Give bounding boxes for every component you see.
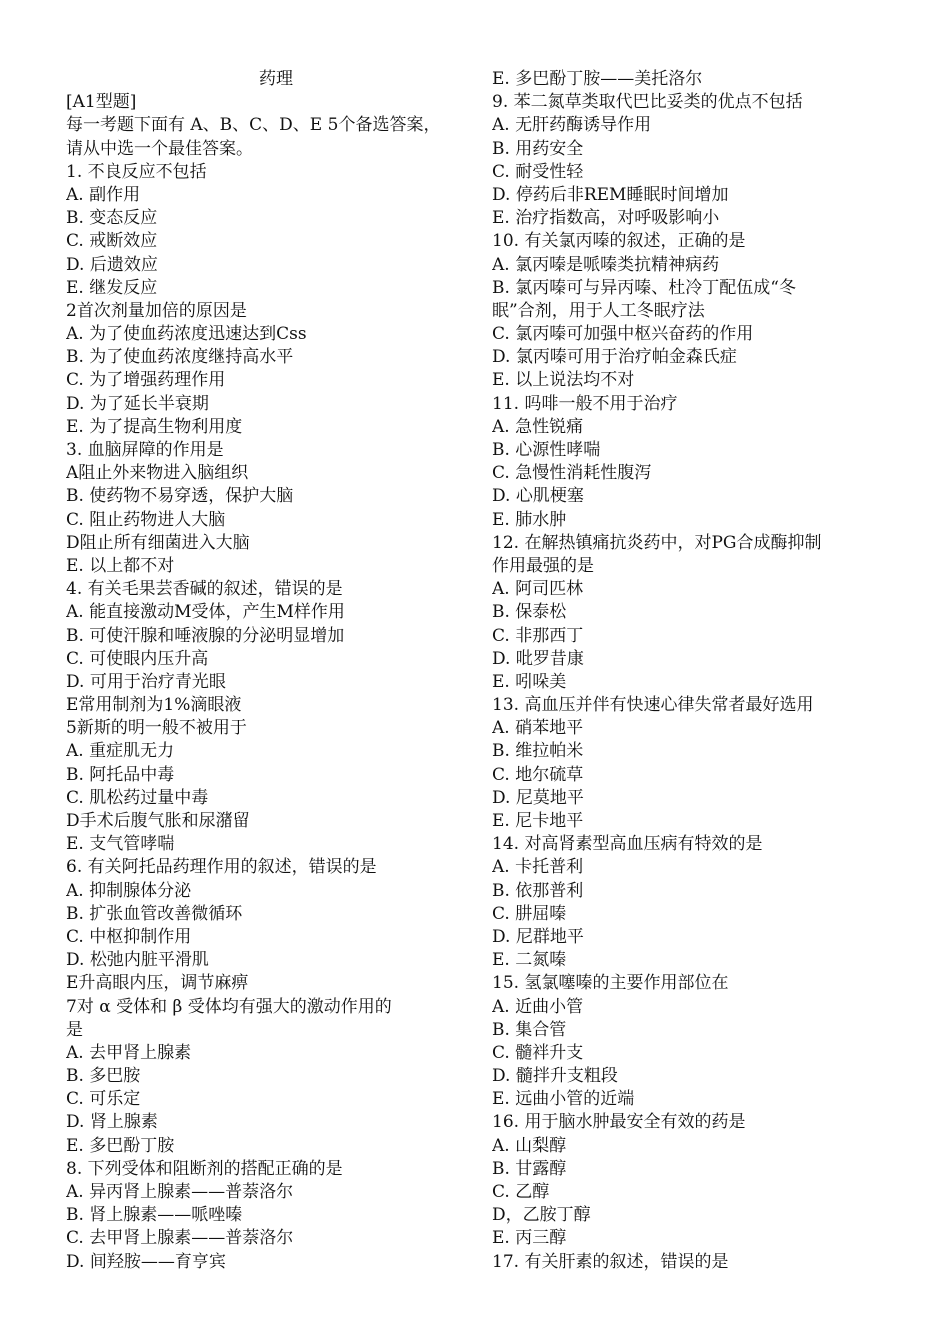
text-line: B. 用药安全 [492, 138, 584, 159]
text-line: A. 无肝药酶诱导作用 [492, 115, 652, 136]
text-line: 12. 在解热镇痛抗炎药中，对PG合成酶抑制 [492, 532, 822, 553]
text-line: D. 心肌梗塞 [492, 486, 584, 507]
text-line: 5新斯的明一般不被用于 [66, 718, 247, 739]
text-line: E. 治疗指数高，对呼吸影响小 [492, 208, 720, 229]
text-line: 9. 苯二氮草类取代巴比妥类的优点不包括 [492, 92, 803, 113]
text-line: B. 为了使血药浓度继持高水平 [66, 347, 294, 368]
text-line: B. 阿托品中毒 [66, 764, 175, 785]
text-line: E. 尼卡地平 [492, 811, 584, 831]
text-line: B. 肾上腺素——哌唑嗪 [66, 1205, 243, 1226]
text-line: B. 集合管 [492, 1019, 567, 1040]
text-line: B. 依那普利 [492, 880, 584, 901]
text-line: E常用制剂为1%滴眼液 [66, 695, 242, 716]
text-line: E. 多巴酚丁胺 [66, 1135, 175, 1156]
text-line: E. 二氮嗪 [492, 950, 567, 971]
text-line: 14. 对高肾素型高血压病有特效的是 [492, 834, 763, 855]
text-line: C. 非那西丁 [492, 625, 584, 646]
document-title: 药理 [259, 69, 293, 89]
text-line: C. 乙醇 [492, 1182, 550, 1202]
text-line: C. 耐受性轻 [492, 161, 584, 182]
text-line: 每一考题下面有 A、B、C、D、E 5个备选答案， [66, 115, 441, 136]
text-line: A. 近曲小管 [492, 996, 584, 1017]
text-line: 7对 α 受体和 β 受体均有强大的激动作用的 [66, 996, 392, 1017]
text-line: D. 松弛内脏平滑肌 [66, 950, 209, 971]
text-line: A. 山梨醇 [492, 1135, 567, 1156]
text-line: E. 继发反应 [66, 277, 158, 298]
text-line: 4. 有关毛果芸香碱的叙述，错误的是 [66, 579, 343, 600]
text-line: A. 硝苯地平 [492, 718, 584, 739]
text-line: B. 维拉帕米 [492, 741, 584, 762]
text-line: 13. 高血压并伴有快速心律失常者最好选用 [492, 695, 814, 716]
text-line: E. 吲哚美 [492, 671, 567, 692]
text-line: 请从中选一个最佳答案。 [66, 138, 253, 159]
text-line: A. 卡托普利 [492, 857, 584, 878]
text-line: 是 [66, 1019, 83, 1040]
text-line: A. 为了使血药浓度迅速达到Css [66, 324, 307, 345]
text-line: D. 吡罗昔康 [492, 648, 584, 669]
text-line: D. 可用于治疗青光眼 [66, 671, 226, 692]
text-line: 3. 血脑屏障的作用是 [66, 440, 224, 460]
text-line: 15. 氢氯噻嗪的主要作用部位在 [492, 973, 729, 994]
text-line: D. 肾上腺素 [66, 1112, 158, 1133]
text-line: 眠”合剂，用于人工冬眠疗法 [492, 300, 705, 321]
text-line: C. 髓袢升支 [492, 1042, 584, 1063]
text-line: 1. 不良反应不包括 [66, 161, 207, 182]
text-line: A. 异丙肾上腺素——普萘洛尔 [66, 1182, 294, 1202]
text-line: C. 地尔硫草 [492, 764, 584, 785]
text-line: 2首次剂量加倍的原因是 [66, 300, 247, 321]
text-line: D. 为了延长半衰期 [66, 393, 209, 414]
text-line: C. 肼屈嗪 [492, 903, 567, 924]
text-line: 作用最强的是 [492, 555, 594, 576]
text-line: D. 尼群地平 [492, 926, 584, 947]
text-line: A. 副作用 [66, 184, 141, 205]
text-line: A. 重症肌无力 [66, 741, 175, 762]
text-line: B. 甘露醇 [492, 1158, 567, 1179]
text-line: E. 支气管哮喘 [66, 834, 175, 855]
text-line: A. 急性锐痛 [492, 416, 584, 437]
text-line: 11. 吗啡一般不用于治疗 [492, 393, 678, 414]
text-line: B. 可使汗腺和唾液腺的分泌明显增加 [66, 625, 345, 646]
text-line: B. 氯丙嗪可与异丙嗪、杜冷丁配伍成“冬 [492, 277, 796, 298]
text-line: B. 变态反应 [66, 208, 158, 229]
text-line: E. 丙三醇 [492, 1228, 567, 1249]
text-line: D. 尼莫地平 [492, 787, 584, 808]
text-line: C. 戒断效应 [66, 231, 158, 252]
text-line: C. 中枢抑制作用 [66, 926, 192, 947]
text-line: C. 可乐定 [66, 1089, 141, 1110]
text-line: B. 使药物不易穿透，保护大脑 [66, 486, 294, 507]
text-line: C. 为了增强药理作用 [66, 370, 226, 391]
text-line: B. 心源性哮喘 [492, 440, 601, 460]
text-line: C. 可使眼内压升高 [66, 648, 209, 669]
text-line: E. 远曲小管的近端 [492, 1089, 635, 1110]
right-column [492, 68, 912, 1274]
text-line: A. 阿司匹林 [492, 579, 584, 600]
left-column [66, 68, 486, 1274]
text-line: [A1型题] [66, 92, 137, 113]
text-line: B. 多巴胺 [66, 1066, 141, 1087]
text-line: C. 去甲肾上腺素——普萘洛尔 [66, 1228, 294, 1249]
text-line: D. 氯丙嗪可用于治疗帕金森氏症 [492, 347, 737, 368]
text-line: C. 急慢性消耗性腹泻 [492, 463, 652, 484]
text-line: E. 多巴酚丁胺——美托洛尔 [492, 69, 703, 89]
text-line: E. 肺水肿 [492, 509, 567, 530]
text-line: C. 肌松药过量中毒 [66, 787, 209, 808]
text-line: A阻止外来物进入脑组织 [66, 463, 249, 484]
text-line: D手术后腹气胀和尿潴留 [66, 811, 250, 831]
text-line: D. 停药后非REM睡眠时间增加 [492, 184, 729, 205]
text-line: D，乙胺丁醇 [492, 1205, 591, 1226]
text-line: 17. 有关肝素的叙述，错误的是 [492, 1251, 729, 1272]
text-line: 6. 有关阿托品药理作用的叙述，错误的是 [66, 857, 377, 878]
text-line: D阻止所有细菌进入大脑 [66, 532, 250, 553]
text-line: A. 氯丙嗪是哌嗪类抗精神病药 [492, 254, 720, 275]
text-line: 10. 有关氯丙嗪的叙述，正确的是 [492, 231, 746, 252]
text-line: A. 抑制腺体分泌 [66, 880, 192, 901]
text-line: E. 为了提高生物利用度 [66, 416, 243, 437]
text-line: E. 以上说法均不对 [492, 370, 635, 391]
text-line: B. 保泰松 [492, 602, 567, 623]
text-line: 8. 下列受体和阻断剂的搭配正确的是 [66, 1158, 343, 1179]
text-line: E升高眼内压，调节麻痹 [66, 973, 249, 994]
text-line: D. 后遗效应 [66, 254, 158, 275]
text-line: D. 髓拌升支粗段 [492, 1066, 618, 1087]
text-line: E. 以上都不对 [66, 555, 175, 576]
text-line: D. 间羟胺——育亨宾 [66, 1251, 226, 1272]
text-line: C. 阻止药物进人大脑 [66, 509, 226, 530]
text-line: 16. 用于脑水肿最安全有效的药是 [492, 1112, 746, 1133]
text-line: A. 能直接激动M受体，产生M样作用 [66, 602, 345, 623]
text-line: B. 扩张血管改善微循环 [66, 903, 243, 924]
text-line: A. 去甲肾上腺素 [66, 1042, 192, 1063]
text-line: C. 氯丙嗪可加强中枢兴奋药的作用 [492, 324, 754, 345]
